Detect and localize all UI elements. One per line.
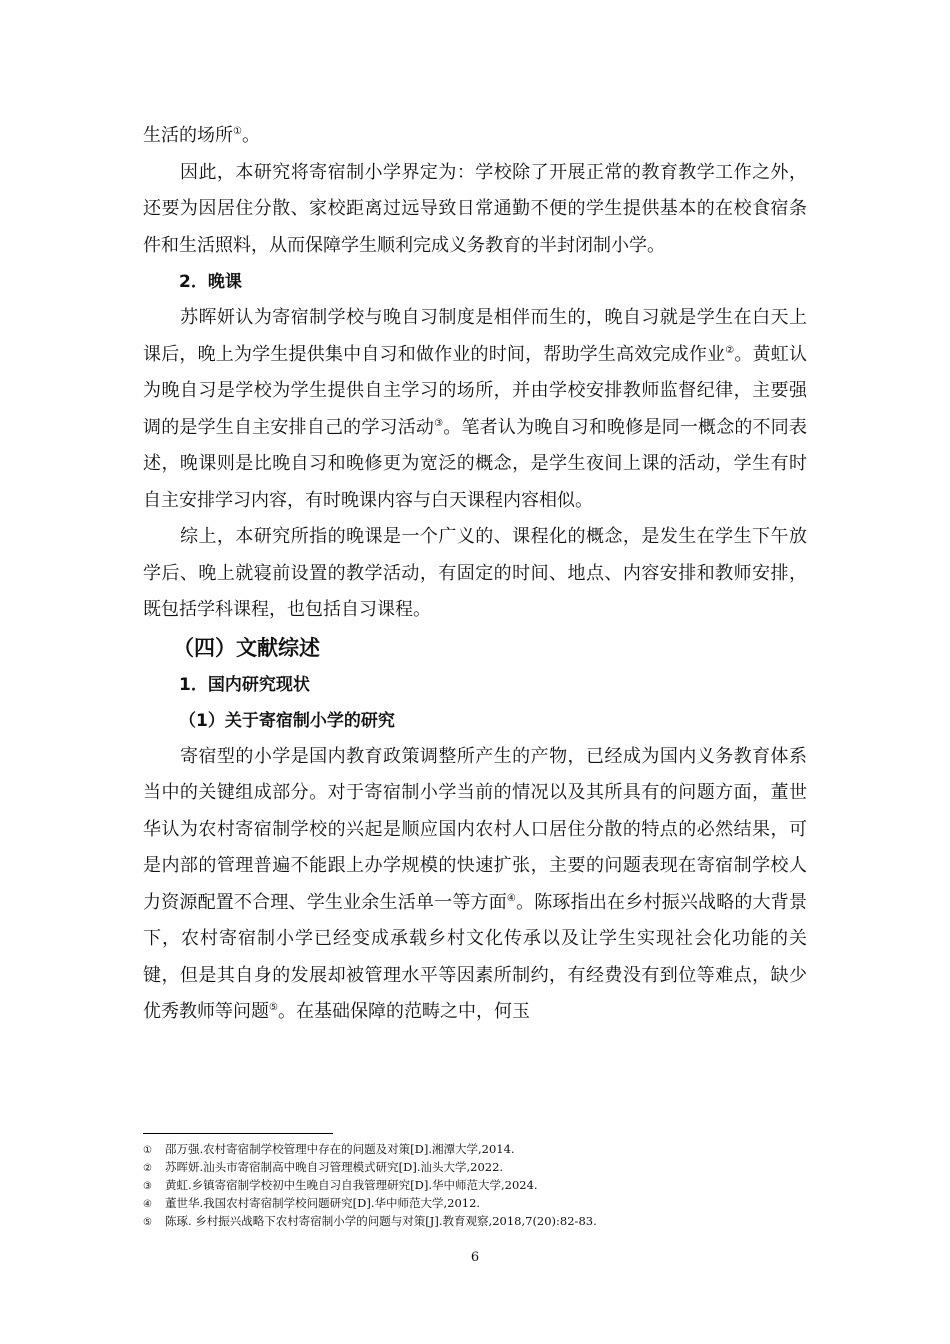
subsection-heading-domestic: 1．国内研究现状: [179, 674, 310, 695]
section-heading-literature-review: （四）文献综述: [173, 635, 320, 660]
footnote-mark: ④: [143, 1199, 152, 1210]
paragraph: 因此，本研究将寄宿制小学界定为：学校除了开展正常的教育教学工作之外，还要为因居住分散、家校距离过远导致日常通勤不便的学生提供基本的在校食宿条件和生活照料，从而保障学生顺利完成义务教育的半封闭制小学。: [143, 161, 807, 256]
footnote-text: 黄虹.乡镇寄宿制学校初中生晚自习自我管理研究[D].华中师范大学,2024.: [165, 1178, 538, 1192]
paragraph: 综上，本研究所指的晚课是一个广义的、课程化的概念，是发生在学生下午放学后、晚上就寝前设置的教学活动，有固定的时间、地点、内容安排和教师安排，既包括学科课程，也包括自习课程。: [143, 526, 807, 620]
paragraph-text: 。陈琢指出在乡村振兴战略的大背景下，农村寄宿制小学已经变成承载乡村文化传承以及让学生实现社会化功能的关键，但是其自身的发展却被管理水平等因素所制约，有经费没有到位等难点，缺少优秀教师等问题: [143, 891, 808, 1022]
paragraph-text: 。黄虹认为晚自习是学校为学生提供自主学习的场所，并由学校安排教师监督纪律，主要强调的是学生自主安排自己的学习活动: [143, 343, 808, 438]
paragraph: [143, 300, 807, 519]
footnote-text: 邵万强.农村寄宿制学校管理中存在的问题及对策[D].湘潭大学,2014.: [165, 1142, 515, 1156]
page-number: 6: [470, 1250, 480, 1265]
footnote-reference[interactable]: ②: [725, 344, 735, 356]
footnote: [143, 1177, 807, 1195]
footnote-reference[interactable]: ①: [233, 126, 242, 137]
footnote: [143, 1195, 807, 1213]
footnote-mark: ②: [143, 1163, 152, 1174]
paragraph-text: 。笔者认为晚自习和晚修是同一概念的不同表述，晚课则是比晚自习和晚修更为宽泛的概念，是学生夜间上课的活动，学生有时自主安排学习内容，有时晚课内容与白天课程内容相似。: [143, 416, 808, 511]
footnote-mark: ①: [143, 1145, 152, 1156]
paragraph: [143, 118, 807, 155]
footnote: [143, 1159, 807, 1177]
paragraph-text: 。: [241, 125, 260, 146]
footnote-reference[interactable]: ⑤: [269, 1002, 278, 1013]
paragraph-text: 生活的场所: [143, 125, 233, 146]
footnote-mark: ⑤: [143, 1217, 152, 1228]
footnote-separator: [143, 1133, 333, 1134]
paragraph: [143, 739, 807, 1031]
footnote-text: 陈琢. 乡村振兴战略下农村寄宿制小学的问题与对策[J].教育观察,2018,7(20):82-83.: [165, 1214, 597, 1228]
footnote-text: 苏晖妍.汕头市寄宿制高中晚自习管理模式研究[D].汕头大学,2022.: [165, 1160, 504, 1174]
footnote: [143, 1213, 807, 1231]
body-text: [143, 118, 807, 1031]
subsubsection-heading-boarding: （1）关于寄宿制小学的研究: [179, 710, 395, 731]
subsection-heading-wanke: 2．晚课: [179, 272, 242, 292]
paragraph-text: 。在基础保障的范畴之中，何玉: [277, 1001, 530, 1022]
footnote-text: 董世华.我国农村寄宿制学校问题研究[D].华中师范大学,2012.: [165, 1196, 481, 1210]
footnote-mark: ③: [143, 1181, 152, 1192]
paragraph-text: 苏晖妍认为寄宿制学校与晚自习制度是相伴而生的，晚自习就是学生在白天上课后，晚上为学生提供集中自习和做作业的时间，帮助学生高效完成作业: [143, 307, 807, 365]
paragraph-text: 寄宿型的小学是国内教育政策调整所产生的产物，已经成为国内义务教育体系当中的关键组成部分。对于寄宿制小学当前的情况以及其所具有的问题方面，董世华认为农村寄宿制学校的兴起是顺应国内农村人口居住分散的特点的必然结果，可是内部的管理普遍不能跟上办学规模的快速扩张，主要的问题表现在寄宿制学校人力资源配置不合理、学生业余生活单一等方面: [143, 745, 807, 913]
footnote-reference[interactable]: ③: [434, 417, 444, 429]
footnote-reference[interactable]: ④: [506, 892, 517, 904]
footnotes: [143, 1141, 807, 1231]
footnote: [143, 1141, 807, 1159]
